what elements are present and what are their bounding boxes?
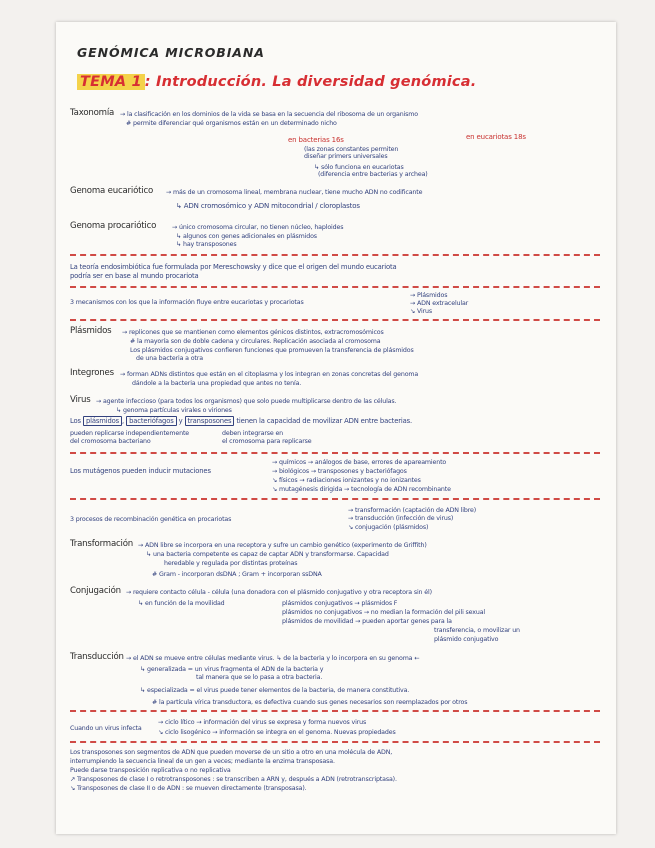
- transformation-line-1: → ADN libre se incorpora en una receptora y sufre un cambio genético (experimento de Griffith): [138, 542, 427, 549]
- transformation-line-4: # Gram - incorporan dsDNA ; Gram + incorporan ssDNA: [152, 571, 322, 578]
- conjugation-type-2: plásmidos no conjugativos → no median la formación del pili sexual: [282, 609, 486, 616]
- conjugation-type-1: plásmidos conjugativos → plásmidos F: [282, 600, 398, 607]
- recombination-transformation: → transformación (captación de ADN libre): [348, 507, 477, 514]
- plasmids-line-2: # la mayoría son de doble cadena y circulares. Replicación asociada al cromosoma: [130, 338, 381, 345]
- taxonomy-note-2: diseñar primers universales: [304, 153, 388, 160]
- plasmids-keyword: Plásmidos: [70, 326, 112, 336]
- transfer-prefix: Los: [70, 417, 81, 425]
- cycles-lysogenic: ↘ ciclo lisogénico → información se integra en el genoma. Nuevas propiedades: [158, 729, 396, 736]
- prokaryotic-genome-line-1: → único cromosoma circular, no tienen núcleo, haploides: [172, 224, 344, 231]
- integrons-line-2: dándole a la bacteria una propiedad que antes no tenía.: [132, 380, 302, 387]
- recombination-conjugation: ↘ conjugación (plásmidos): [348, 524, 429, 531]
- plasmids-line-3: Los plásmidos conjugativos confieren funciones que promueven la transferencia de plásmidos: [130, 347, 414, 354]
- mechanisms-plasmids: → Plásmidos: [410, 292, 448, 299]
- mechanisms-extracellular-dna: → ADN extracelular: [410, 300, 469, 307]
- transposons-line-1: Los transposones son segmentos de ADN que pueden moverse de un sitio a otro en una molécula de ADN,: [70, 749, 393, 756]
- virus-line-2: ↳ genoma partículas virales o viriones: [116, 407, 232, 414]
- section-divider: [70, 319, 600, 321]
- transposons-class-1: ↗ Transposones de clase I o retrotransposones : se transcriben a ARN y, después a ADN (retrotranscriptasa).: [70, 776, 397, 783]
- topic-heading: [77, 74, 476, 90]
- taxonomy-note-3: ↳ sólo funciona en eucariotas: [314, 164, 404, 171]
- conjugation-line-1: → requiere contacto célula - célula (una donadora con el plásmido conjugativo y otra receptora sin él): [126, 589, 432, 596]
- taxonomy-note-1: (las zonas constantes permiten: [304, 146, 399, 153]
- endosymbiotic-line-2: podría ser en base al mundo procariota: [70, 272, 199, 280]
- endosymbiotic-line-1: La teoría endosimbiótica fue formulada por Mereschowsky y dice que el origen del mundo eucariota: [70, 263, 397, 271]
- transformation-line-2: ↳ una bacteria competente es capaz de captar ADN y transformarse. Capacidad: [146, 551, 389, 558]
- topic-title: : Introducción. La diversidad genómica.: [144, 74, 477, 90]
- cycles-lytic: → ciclo lítico → información del virus se expresa y forma nuevos virus: [158, 719, 367, 726]
- mutagens-biological: → biológicos → transposones y bacteriófagos: [272, 468, 407, 475]
- eukaryotic-genome-keyword: Genoma eucariótico: [70, 186, 154, 196]
- conjugation-keyword: Conjugación: [70, 586, 121, 596]
- transfer-plasmids-box: plásmidos: [83, 416, 122, 426]
- plasmids-line-4: de una bacteria a otra: [136, 355, 203, 362]
- transformation-keyword: Transformación: [70, 539, 134, 549]
- integrons-line-1: → forman ADNs distintos que están en el citoplasma y los integran en zonas concretas del genoma: [120, 371, 419, 378]
- taxonomy-bacteria: en bacterias 16s: [288, 136, 344, 144]
- plasmids-line-1: → replicones que se mantienen como elementos génicos distintos, extracromosómicos: [122, 329, 384, 336]
- recombination-transduction: → transducción (infección de virus): [348, 515, 454, 522]
- mutagens-keyword: Los mutágenos pueden inducir mutaciones: [70, 467, 211, 475]
- integrons-keyword: Integrones: [70, 368, 114, 378]
- transduction-line-1: → el ADN se mueve entre células mediante virus. ↳ de la bacteria y lo incorpora en su genoma ←: [126, 655, 420, 662]
- transduction-generalized-2: tal manera que se lo pasa a otra bacteria.: [196, 674, 323, 681]
- mutagens-chemical: → químicos → análogos de base, errores de apareamiento: [272, 459, 447, 466]
- transfer-suffix: tienen la capacidad de movilizar ADN entre bacterias.: [236, 417, 413, 425]
- transduction-specialized: ↳ especializada = el virus puede tener elementos de la bacteria, de manera constitutiva.: [140, 687, 410, 694]
- taxonomy-line-2: # permite diferenciar qué organismos están en un determinado nicho: [126, 120, 337, 127]
- prokaryotic-genome-line-2: ↳ algunos con genes adicionales en plásmidos: [176, 233, 317, 240]
- taxonomy-eukaryotes: en eucariotas 18s: [466, 133, 526, 141]
- eukaryotic-genome-line-1: → más de un cromosoma lineal, membrana nuclear, tiene mucho ADN no codificante: [166, 189, 423, 196]
- transduction-defective: # la partícula vírica transductora, es defectiva cuando sus genes necesarios son reemplazados por otros: [152, 699, 468, 706]
- prokaryotic-genome-line-3: ↳ hay transposones: [176, 241, 237, 248]
- transfer-transposons-box: transposones: [185, 416, 235, 426]
- transfer-phages-box: bacteriófagos: [126, 416, 177, 426]
- mechanisms-line: 3 mecanismos con los que la información fluye entre eucariotas y procariotas: [70, 299, 304, 306]
- conjugation-type-3b: transferencia, o movilizar un: [434, 627, 520, 634]
- notebook-page: [56, 22, 616, 834]
- topic-label: TEMA 1: [77, 74, 145, 90]
- mutagens-physical: ↘ físicos → radiaciones ionizantes y no ionizantes: [272, 477, 421, 484]
- transfer-line-3a: del cromosoma bacteriano: [70, 438, 151, 445]
- conjugation-type-3c: plásmido conjugativo: [434, 636, 499, 643]
- page-title: GENÓMICA MICROBIANA: [77, 45, 265, 60]
- section-divider: [70, 710, 600, 712]
- mechanisms-virus: ↘ Virus: [410, 308, 433, 315]
- recombination-line: 3 procesos de recombinación genética en procariotas: [70, 516, 232, 523]
- transfer-line-3b: el cromosoma para replicarse: [222, 438, 312, 445]
- cycles-keyword: Cuando un virus infecta: [70, 725, 142, 732]
- conjugation-line-2: ↳ en función de la movilidad: [138, 600, 225, 607]
- section-divider: [70, 254, 600, 256]
- mutagens-directed: ↘ mutagénesis dirigida → tecnología de ADN recombinante: [272, 486, 451, 493]
- taxonomy-keyword: Taxonomía: [70, 108, 115, 118]
- taxonomy-note-4: (diferencia entre bacterias y archea): [318, 171, 428, 178]
- transposons-line-3: Puede darse transposición replicativa o no replicativa: [70, 767, 231, 774]
- transposons-class-2: ↘ Transposones de clase II o de ADN : se mueven directamente (transposasa).: [70, 785, 307, 792]
- virus-keyword: Virus: [70, 395, 91, 405]
- transduction-generalized-1: ↳ generalizada = un virus fragmenta el ADN de la bacteria y: [140, 666, 324, 673]
- section-divider: [70, 452, 600, 454]
- section-divider: [70, 741, 600, 743]
- virus-line-1: → agente infeccioso (para todos los organismos) que solo puede multiplicarse dentro de las células.: [96, 398, 397, 405]
- prokaryotic-genome-keyword: Genoma procariótico: [70, 221, 157, 231]
- taxonomy-line-1: → la clasificación en los dominios de la vida se basa en la secuencia del ribosoma de un organismo: [120, 111, 418, 118]
- conjugation-type-3: plásmidos de movilidad → pueden aportar genes para la: [282, 618, 452, 625]
- transduction-keyword: Transducción: [70, 652, 124, 662]
- section-divider: [70, 286, 600, 288]
- transposons-line-2: interrumpiendo la secuencia lineal de un gen a veces; mediante la enzima transposasa.: [70, 758, 335, 765]
- transfer-line-2a: pueden replicarse independientemente: [70, 430, 189, 437]
- eukaryotic-genome-line-2: ↳ ADN cromosómico y ADN mitocondrial / cloroplastos: [176, 202, 360, 210]
- transfer-line-1: Los plásmidos , bacteriófagos y transposones tienen la capacidad de movilizar ADN entre bacterias.: [70, 417, 413, 425]
- transfer-line-2b: deben integrarse en: [222, 430, 284, 437]
- transformation-line-3: heredable y regulada por distintas proteínas: [164, 560, 298, 567]
- section-divider: [70, 498, 600, 500]
